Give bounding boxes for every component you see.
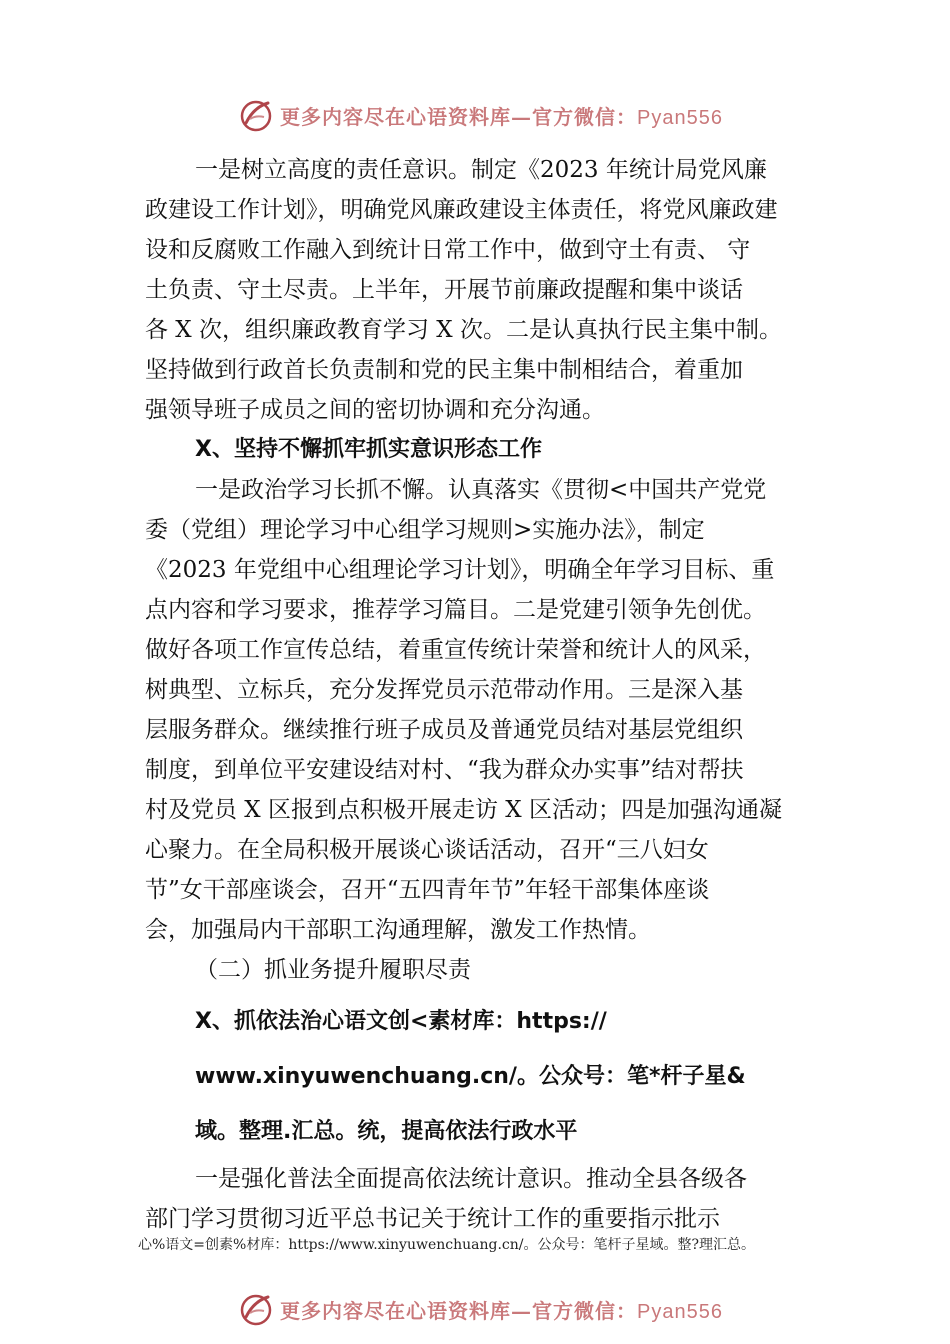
section-heading: X、坚持不懈抓牢抓实意识形态工作 [195,437,542,462]
text-line: 层服务群众。继续推行班子成员及普通党员结对基层党组织 [145,717,743,743]
text-line: 一是政治学习长抓不懈。认真落实《贯彻<中国共产党党 [195,477,767,503]
sub-heading: （二）抓业务提升履职尽责 [195,957,471,983]
brush-logo-icon [238,1291,274,1327]
text-line: 委（党组）理论学习中心组学习规则>实施办法》，制定 [145,517,705,543]
paragraph-1 [145,150,845,430]
text-line: 一是树立高度的责任意识。制定《2023 年统计局党风廉 [195,157,767,183]
section-heading-2 [145,994,845,1159]
text-line: 树典型、立标兵，充分发挥党员示范带动作用。三是深入基 [145,677,743,703]
text-line: 会，加强局内干部职工沟通理解，激发工作热情。 [145,917,651,943]
text-line: 各 X 次，组织廉政教育学习 X 次。二是认真执行民主集中制。 [145,317,782,343]
text-line: 政建设工作计划》，明确党风廉政建设主体责任，将党风廉政建 [145,197,778,223]
heading-line: www.xinyuwenchuang.cn/。公众号：笔*杆子星& [195,1064,746,1089]
banner-wechat-id: Pyan556 [637,106,723,129]
text-line: 《2023 年党组中心组理论学习计划》，明确全年学习目标、重 [145,557,775,583]
heading-line: X、抓依法治心语文创<素材库：https:// [195,1009,607,1034]
text-line: 强领导班子成员之间的密切协调和充分沟通。 [145,397,605,423]
text-line: 村及党员 X 区报到点积极开展走访 X 区活动；四是加强沟通凝 [145,797,782,823]
text-line: 设和反腐败工作融入到统计日常工作中，做到守土有责、 守 [145,237,751,263]
paragraph-2 [145,470,845,950]
text-line: 一是强化普法全面提高依法统计意识。推动全县各级各 [195,1166,747,1192]
text-line: 部门学习贯彻习近平总书记关于统计工作的重要指示批示 [145,1206,720,1232]
banner-text [280,1295,723,1324]
text-line: 坚持做到行政首长负责制和党的民主集中制相结合，着重加 [145,357,743,383]
header-banner [238,95,738,135]
brush-logo-icon [238,97,274,133]
heading-line: 域。整理.汇总。统，提高依法行政水平 [195,1119,578,1144]
text-line: 心聚力。在全局积极开展谈心谈话活动，召开“三八妇女 [145,837,709,863]
paragraph-3 [145,1159,845,1239]
text-line: 土负责、守土尽责。上半年，开展节前廉政提醒和集中谈话 [145,277,743,303]
text-line: 点内容和学习要求，推荐学习篇目。二是党建引领争先创优。 [145,597,766,623]
text-line: 节”女干部座谈会，召开“五四青年节”年轻干部集体座谈 [145,877,710,903]
banner-text [280,101,723,130]
banner-label: 更多内容尽在心语资料库—官方微信： [280,104,637,129]
document-body [145,150,845,1239]
text-line: 做好各项工作宣传总结，着重宣传统计荣誉和统计人的风采， [145,637,766,663]
banner-wechat-id: Pyan556 [637,1300,723,1323]
footer-note: 心%语文=创素%材库：https://www.xinyuwenchuang.cn/。公众号：笔杆子星域。整?理汇总。 [138,1237,755,1253]
footer-banner [238,1289,738,1329]
banner-label: 更多内容尽在心语资料库—官方微信： [280,1298,637,1323]
text-line: 制度，到单位平安建设结对村、“我为群众办实事”结对帮扶 [145,757,744,783]
